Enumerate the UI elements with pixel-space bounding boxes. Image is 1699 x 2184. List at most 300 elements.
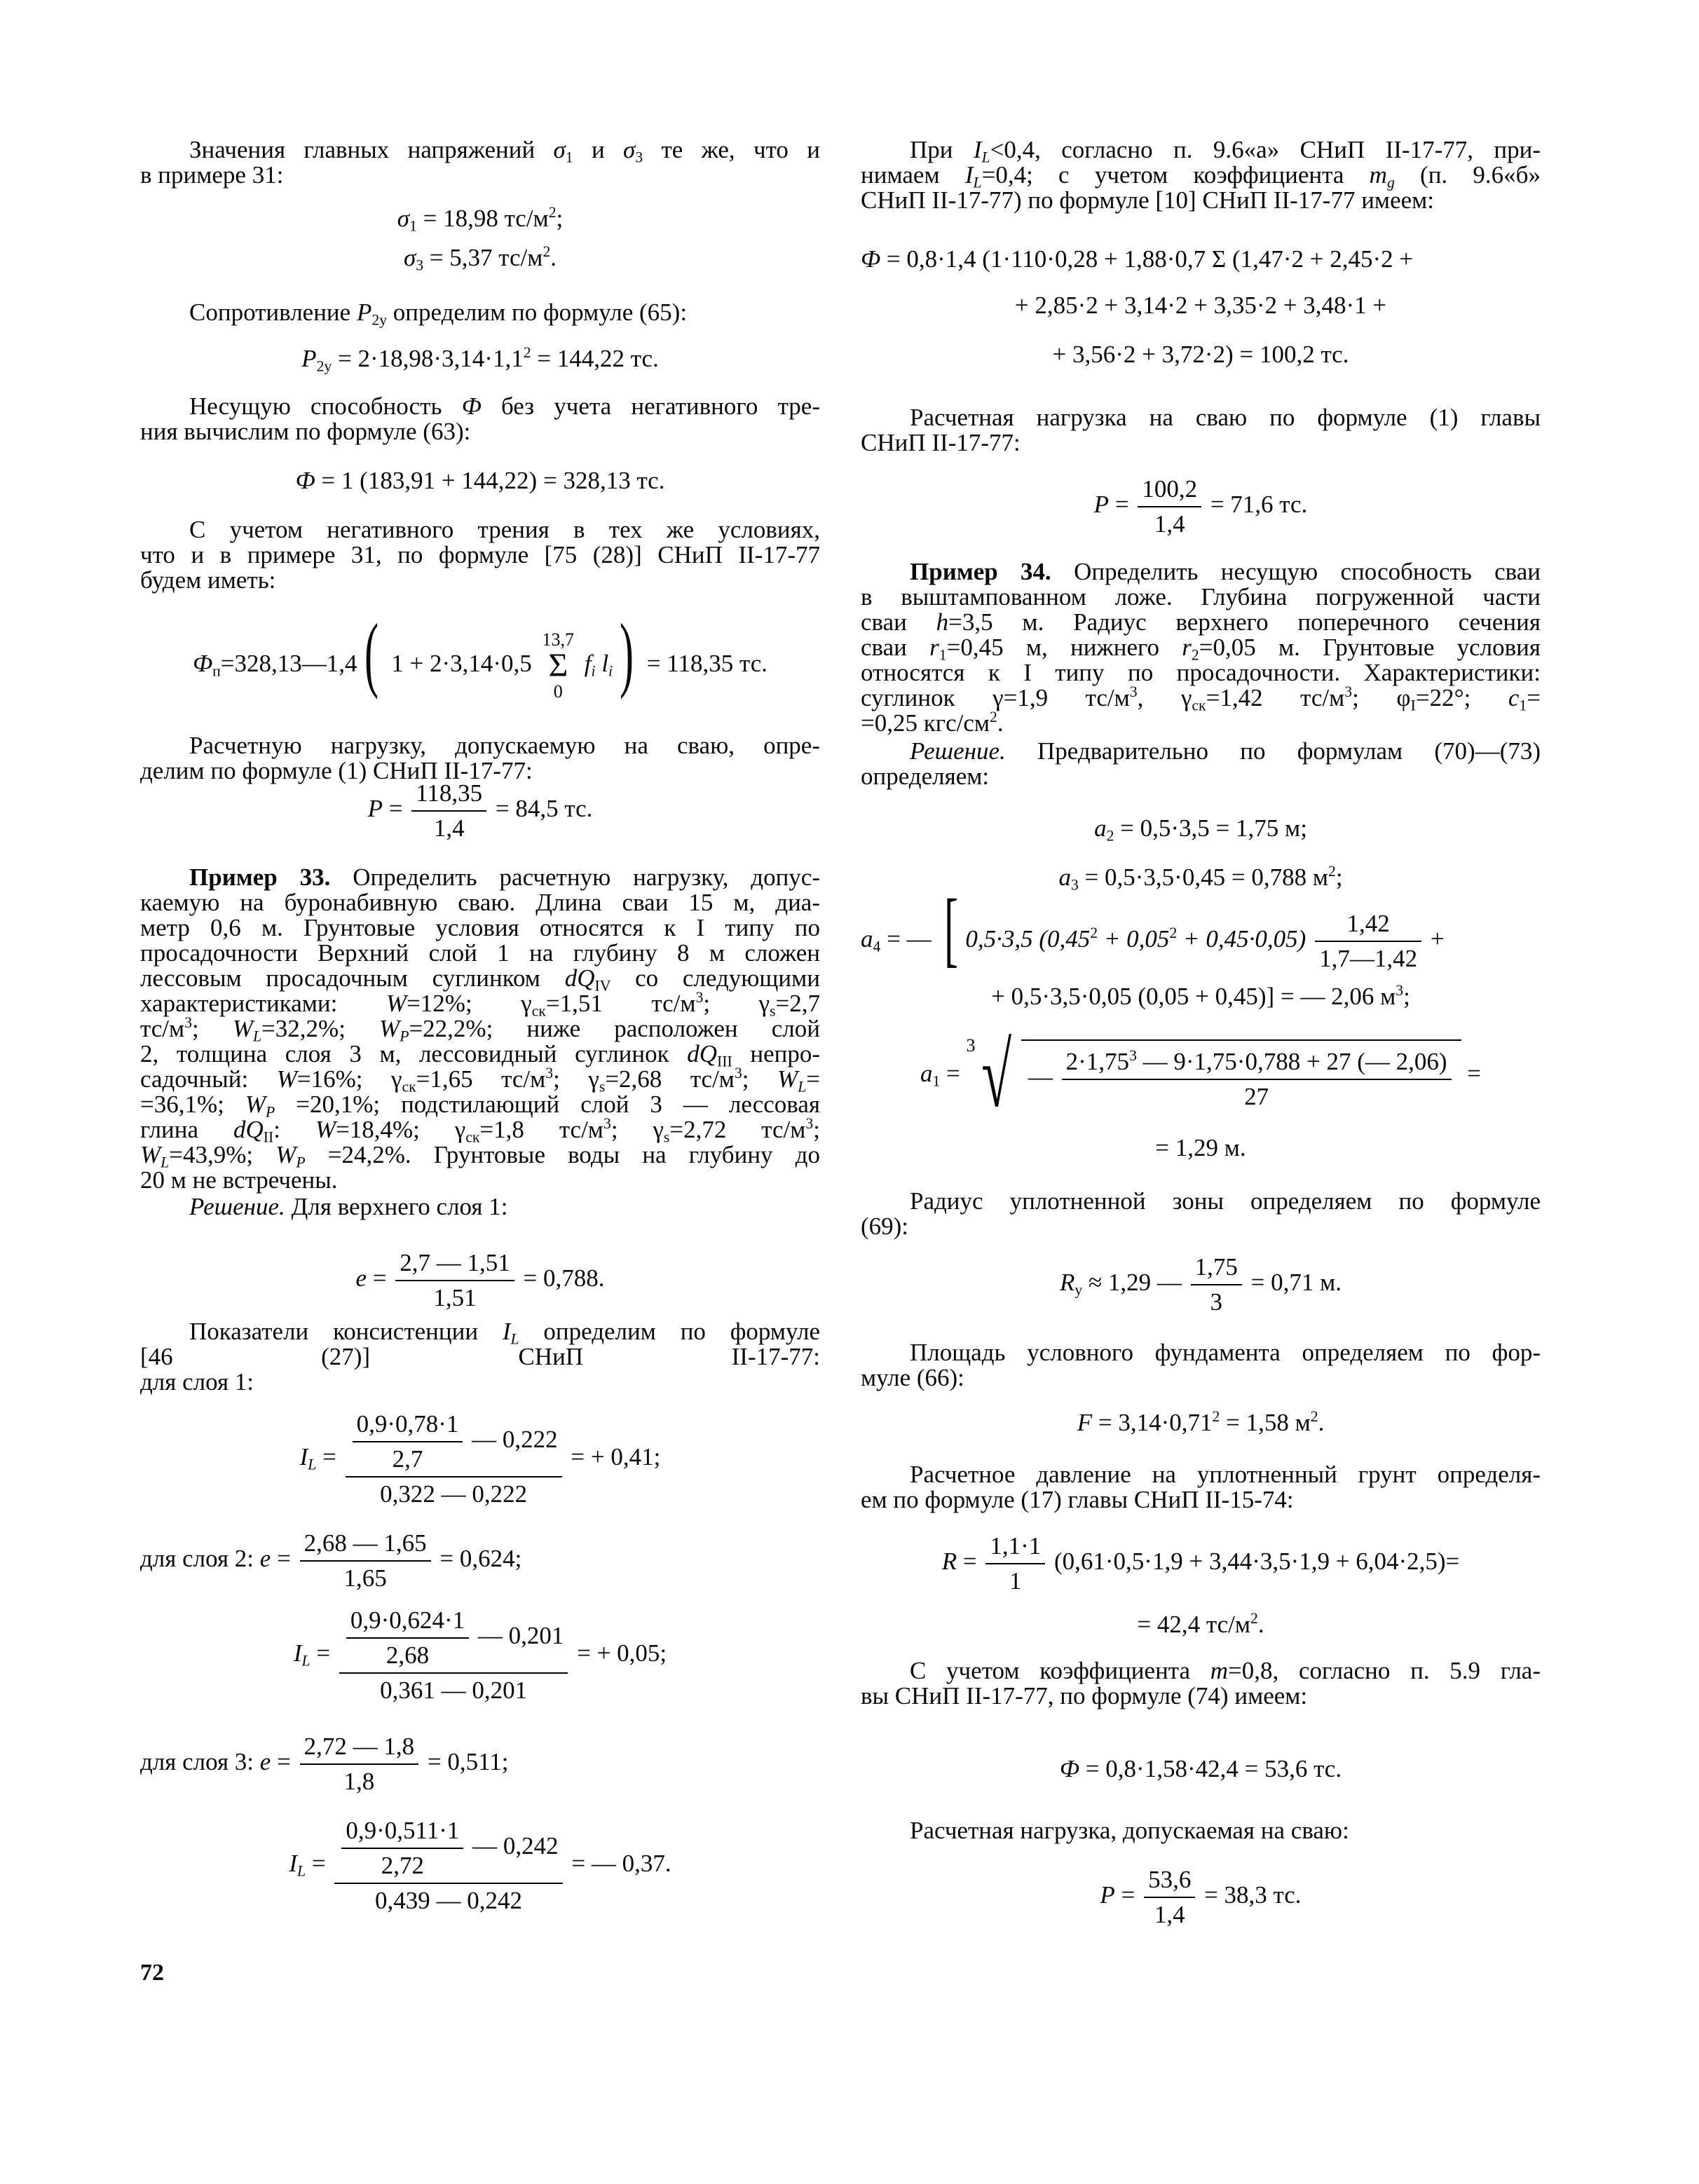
text-run: сваи bbox=[861, 608, 936, 636]
text-run: Сопротивление bbox=[189, 299, 357, 326]
text-run: сваи bbox=[861, 634, 930, 661]
text-run: Радиус уплотненной зоны определяем по формуле bbox=[910, 1187, 1541, 1215]
text-line bbox=[861, 634, 1541, 664]
text-run: тс/м bbox=[140, 1015, 185, 1042]
text-run: : bbox=[273, 1116, 315, 1143]
fraction bbox=[339, 1605, 568, 1706]
italic-text: Решение. bbox=[189, 1193, 285, 1220]
text-run: = 5,37 тс/м bbox=[423, 244, 543, 271]
formula-a1 bbox=[861, 1025, 1541, 1138]
subscript: i bbox=[608, 662, 613, 680]
text-run: = bbox=[271, 1545, 297, 1573]
text-run: — 0,201 bbox=[472, 1622, 564, 1650]
subscript: 1 bbox=[1519, 697, 1527, 714]
denominator bbox=[300, 1765, 419, 1797]
text-run: ≈ 1,29 — bbox=[1082, 1269, 1188, 1297]
text-run: 1,7—1,42 bbox=[1319, 945, 1418, 972]
formula-e-layer3 bbox=[140, 1731, 820, 1814]
text-line bbox=[861, 764, 1541, 789]
text-run: 0,322 — 0,222 bbox=[380, 1480, 528, 1508]
paragraph-pressure bbox=[861, 1462, 1541, 1513]
formula-sigma3 bbox=[140, 243, 820, 290]
text-run: Определить расчетную нагрузку, допус- bbox=[330, 864, 820, 891]
subscript: ск bbox=[465, 1128, 480, 1146]
formula-line bbox=[140, 1605, 820, 1706]
numerator bbox=[334, 1815, 562, 1884]
formula-r-result bbox=[861, 1609, 1541, 1657]
italic-text: W bbox=[315, 1116, 336, 1143]
text-run: 1,65 bbox=[343, 1564, 387, 1592]
text-run: характеристиками: bbox=[140, 990, 386, 1017]
subscript: i bbox=[591, 662, 596, 680]
text-run: 118,35 bbox=[416, 779, 483, 807]
superscript: 2 bbox=[543, 243, 551, 260]
numerator bbox=[346, 1605, 469, 1639]
paragraph-area bbox=[861, 1340, 1541, 1391]
subscript: L bbox=[798, 1078, 807, 1096]
bold-text: Пример 34. bbox=[910, 558, 1051, 585]
italic-text: I bbox=[293, 1639, 302, 1667]
text-run: ; bbox=[742, 1065, 778, 1093]
denominator bbox=[300, 1562, 431, 1594]
text-run: будем иметь: bbox=[140, 566, 276, 594]
formula-line bbox=[861, 1609, 1541, 1640]
text-run: 0,439 — 0,242 bbox=[374, 1887, 522, 1914]
text-run: = 0,71 м. bbox=[1244, 1269, 1342, 1297]
text-run: = bbox=[1109, 491, 1135, 519]
text-run: ; γ bbox=[703, 990, 770, 1017]
formula-phi-line1 bbox=[861, 244, 1541, 292]
fraction bbox=[341, 1815, 463, 1881]
text-line bbox=[140, 1064, 821, 1096]
italic-text: dQ bbox=[233, 1116, 264, 1143]
text-line bbox=[861, 1214, 1541, 1239]
text-run: =0,05 м. Грунтовые условия bbox=[1199, 634, 1541, 661]
text-run: 1,4 bbox=[433, 814, 465, 842]
superscript: 2 bbox=[1328, 862, 1336, 880]
paragraph-example-34 bbox=[861, 559, 1541, 736]
formula-a4 bbox=[861, 882, 1541, 991]
text-line bbox=[140, 890, 820, 915]
italic-text: r bbox=[929, 634, 939, 661]
text-run: С учетом негативного трения в тех же условиях, bbox=[189, 516, 820, 543]
text-line bbox=[140, 915, 820, 941]
fraction bbox=[1191, 1252, 1242, 1318]
numerator bbox=[300, 1731, 419, 1765]
sum-upper-limit: 13,7 bbox=[542, 629, 575, 650]
text-line bbox=[861, 610, 1541, 635]
text-run: = bbox=[940, 1060, 967, 1088]
text-run: (69): bbox=[861, 1213, 909, 1240]
text-run: метр 0,6 м. Грунтовые условия относятся к I типу по bbox=[140, 914, 820, 941]
formula-phi-line2 bbox=[861, 290, 1541, 338]
subscript: IV bbox=[594, 977, 611, 995]
text-run: = 144,22 тс. bbox=[531, 345, 659, 372]
italic-text: W bbox=[379, 1015, 400, 1042]
text-line bbox=[861, 188, 1541, 213]
text-run: 2, толщина слоя 3 м, лессовидный суглинок bbox=[140, 1040, 688, 1067]
text-run: =43,9%; bbox=[169, 1141, 276, 1168]
numerator bbox=[395, 1248, 514, 1281]
text-run: 27 bbox=[1244, 1083, 1269, 1110]
paragraph-principal-stresses bbox=[140, 137, 820, 188]
text-line bbox=[140, 1344, 820, 1370]
text-run: 2,68 — 1,65 bbox=[303, 1529, 427, 1557]
italic-text: Ф bbox=[861, 245, 881, 273]
italic-text: I bbox=[964, 161, 974, 189]
text-line bbox=[140, 136, 820, 166]
text-run: СНиП II-17-77: bbox=[861, 429, 1021, 456]
superscript: 3 bbox=[805, 1114, 814, 1132]
text-line bbox=[140, 1114, 820, 1146]
text-run: = 0,5·3,5·0,45 = 0,788 м bbox=[1078, 864, 1328, 891]
italic-text: P bbox=[1093, 491, 1110, 519]
text-run: = — 0,37. bbox=[565, 1850, 671, 1878]
fraction bbox=[1315, 908, 1421, 974]
text-run: =12%; γ bbox=[407, 990, 532, 1017]
superscript: 2 bbox=[990, 708, 997, 725]
text-run: = 0,511; bbox=[421, 1748, 509, 1776]
text-run: определим по формуле (65): bbox=[387, 299, 688, 326]
superscript: 2 bbox=[1090, 924, 1098, 942]
text-run: = 0,788. bbox=[517, 1264, 605, 1292]
text-run: =0,25 кгс/см bbox=[861, 709, 990, 737]
text-run: ; γ bbox=[553, 1065, 599, 1093]
text-line bbox=[861, 1365, 1541, 1391]
paragraph-bearing-capacity bbox=[140, 394, 820, 444]
text-run: =18,4%; γ bbox=[336, 1116, 466, 1143]
text-line bbox=[861, 430, 1541, 456]
text-line bbox=[140, 299, 820, 329]
formula-phi-n bbox=[140, 606, 820, 719]
italic-text: m bbox=[1369, 161, 1387, 189]
text-run: 1,75 bbox=[1194, 1253, 1238, 1281]
italic-text: P bbox=[356, 299, 372, 326]
formula-line bbox=[140, 343, 820, 374]
text-run: При bbox=[910, 136, 974, 163]
fraction bbox=[300, 1731, 419, 1797]
text-run: . bbox=[1257, 1611, 1264, 1638]
formula-line bbox=[861, 244, 1541, 275]
italic-text: dQ bbox=[564, 964, 595, 992]
text-run: для слоя 2: bbox=[140, 1545, 260, 1573]
numerator bbox=[1144, 1864, 1195, 1898]
formula-f bbox=[861, 1407, 1541, 1455]
text-run: для слоя 1: bbox=[140, 1368, 254, 1395]
subscript: 1 bbox=[565, 149, 573, 166]
text-run: = 42,4 тс/м bbox=[1137, 1611, 1251, 1638]
text-run: =0,45 м, нижнего bbox=[946, 634, 1182, 661]
text-run: =0,4; с учетом коэффициента bbox=[981, 161, 1370, 189]
fraction bbox=[411, 778, 486, 844]
text-run: 1,4 bbox=[1154, 1901, 1185, 1928]
subscript: P bbox=[266, 1103, 275, 1121]
summation-sign bbox=[543, 629, 575, 702]
text-run: = 84,5 тс. bbox=[489, 795, 593, 823]
text-run: =2,7 bbox=[775, 990, 820, 1017]
subscript: ск bbox=[531, 1002, 546, 1020]
italic-text: σ bbox=[397, 205, 409, 232]
text-run: муле (66): bbox=[861, 1364, 964, 1391]
italic-text: σ bbox=[623, 136, 636, 163]
text-line bbox=[861, 405, 1541, 430]
text-run: Расчетная нагрузка, допускаемая на сваю: bbox=[910, 1817, 1349, 1844]
text-run: ем по формуле (17) главы СНиП II-15-74: bbox=[861, 1486, 1294, 1513]
denominator bbox=[334, 1884, 562, 1916]
sigma-symbol: Σ bbox=[548, 647, 568, 684]
italic-text: W bbox=[232, 1015, 253, 1042]
text-line bbox=[140, 1318, 820, 1348]
subscript: L bbox=[510, 1330, 519, 1348]
text-run: =328,13—1,4 bbox=[220, 650, 357, 678]
text-run: 20 м не встречены. bbox=[140, 1166, 338, 1194]
formula-line bbox=[140, 465, 820, 496]
text-line bbox=[861, 1189, 1541, 1214]
text-run: . bbox=[1318, 1409, 1325, 1436]
text-run: 0,361 — 0,201 bbox=[380, 1677, 528, 1704]
text-run: С учетом коэффициента bbox=[910, 1657, 1210, 1684]
text-run: 100,2 bbox=[1142, 475, 1198, 503]
superscript: 3 bbox=[1129, 1046, 1137, 1064]
text-run: = 1,58 м bbox=[1220, 1409, 1311, 1436]
superscript: 2 bbox=[1310, 1407, 1318, 1425]
superscript: 2 bbox=[548, 203, 557, 221]
text-run: 2·1,75 bbox=[1065, 1048, 1130, 1075]
text-run: Определить несущую способность сваи bbox=[1051, 558, 1541, 585]
italic-text: W bbox=[275, 1141, 296, 1168]
formula-line bbox=[140, 1528, 820, 1594]
italic-text: + 0,05 bbox=[1098, 925, 1170, 953]
subscript: I bbox=[1410, 697, 1416, 714]
text-run: = 18,98 тс/м bbox=[416, 205, 549, 232]
text-run: = 118,35 тс. bbox=[641, 650, 767, 678]
fraction bbox=[1144, 1864, 1195, 1930]
italic-text: R bbox=[941, 1548, 957, 1576]
radicand bbox=[1021, 1039, 1461, 1112]
text-run: 2,72 — 1,8 bbox=[303, 1733, 415, 1760]
paragraph-design-load bbox=[140, 733, 820, 784]
denominator bbox=[346, 1639, 469, 1671]
italic-text: Ф bbox=[295, 467, 315, 494]
italic-text: a bbox=[920, 1060, 933, 1088]
superscript: 3 bbox=[1129, 683, 1138, 700]
formula-line bbox=[861, 474, 1541, 540]
formula-phi bbox=[140, 465, 820, 513]
formula-a4-continued bbox=[861, 981, 1541, 1029]
subscript: 1 bbox=[932, 1072, 941, 1090]
radical-sign: √ bbox=[981, 1025, 1011, 1126]
text-run: =1,65 тс/м bbox=[416, 1065, 546, 1093]
text-run: =2,72 тс/м bbox=[669, 1116, 806, 1143]
text-run: + 2,85·2 + 3,14·2 + 3,35·2 + 3,48·1 + bbox=[1014, 292, 1387, 319]
numerator bbox=[985, 1531, 1045, 1564]
formula-line bbox=[861, 1025, 1541, 1126]
italic-text: h bbox=[936, 608, 949, 636]
text-run: + 0,5·3,5·0,05 (0,05 + 0,45)] = — 2,06 м bbox=[991, 983, 1396, 1010]
text-run: = bbox=[306, 1850, 332, 1878]
text-run: определяем: bbox=[861, 763, 990, 790]
text-line bbox=[140, 1040, 820, 1070]
text-run: 0,9·0,624·1 bbox=[350, 1606, 465, 1634]
italic-text: σ bbox=[553, 136, 566, 163]
text-run: ; bbox=[1403, 983, 1410, 1010]
denominator bbox=[353, 1442, 463, 1475]
italic-text: Решение. bbox=[910, 737, 1006, 765]
text-line bbox=[861, 1684, 1541, 1709]
formula-r bbox=[861, 1531, 1541, 1613]
text-run bbox=[578, 650, 585, 677]
formula-p2y bbox=[140, 343, 820, 391]
text-run: Расчетное давление на уплотненный грунт определя- bbox=[910, 1461, 1541, 1488]
italic-text: F bbox=[1077, 1409, 1093, 1436]
italic-text: a bbox=[861, 925, 873, 953]
fraction bbox=[1062, 1046, 1452, 1112]
subscript: 3 bbox=[416, 257, 424, 274]
formula-line bbox=[140, 1248, 820, 1313]
text-run: те же, что и bbox=[643, 136, 820, 163]
superscript: 2 bbox=[1169, 924, 1178, 942]
text-run: ; γ bbox=[610, 1116, 664, 1143]
text-run: =32,2%; bbox=[261, 1015, 380, 1042]
italic-text: I bbox=[299, 1443, 308, 1471]
text-run: 1,42 bbox=[1346, 910, 1390, 937]
numerator bbox=[411, 778, 486, 812]
formula-il-layer2 bbox=[140, 1605, 820, 1723]
italic-text: P bbox=[1100, 1881, 1115, 1909]
superscript: 3 bbox=[695, 988, 704, 1006]
text-line bbox=[140, 163, 820, 188]
text-run: = bbox=[1114, 1881, 1142, 1909]
text-run: вы СНиП II-17-77, по формуле (74) имеем: bbox=[861, 1682, 1308, 1709]
text-run: 2,72 bbox=[381, 1852, 424, 1879]
text-run: = 3,14·0,71 bbox=[1092, 1409, 1213, 1436]
text-run: СНиП II-17-77) по формуле [10] СНиП II-17-77 имеем: bbox=[861, 186, 1435, 214]
text-line bbox=[140, 733, 820, 758]
root-index: 3 bbox=[966, 1035, 976, 1056]
text-run: ; bbox=[1335, 864, 1343, 891]
italic-text: c bbox=[1508, 684, 1520, 711]
italic-text: P bbox=[301, 345, 317, 372]
text-run: Для верхнего слоя 1: bbox=[285, 1193, 508, 1220]
subscript: 1 bbox=[939, 646, 947, 664]
text-run: 1,4 bbox=[1154, 510, 1185, 538]
subscript: P bbox=[400, 1028, 409, 1045]
subscript: g bbox=[1386, 174, 1395, 191]
text-run: =1,51 тс/м bbox=[545, 990, 696, 1017]
formula-il-layer1 bbox=[140, 1409, 820, 1527]
denominator bbox=[1191, 1285, 1242, 1318]
paragraph-example-33 bbox=[140, 865, 820, 1193]
text-line bbox=[140, 1194, 820, 1220]
text-line bbox=[861, 1462, 1541, 1487]
numerator bbox=[1191, 1252, 1242, 1285]
superscript: 2 bbox=[1250, 1609, 1258, 1627]
italic-text: W bbox=[276, 1065, 297, 1093]
subscript: L bbox=[252, 1028, 262, 1045]
text-line bbox=[861, 1340, 1541, 1365]
fraction bbox=[395, 1248, 514, 1313]
text-run: — 0,242 bbox=[466, 1832, 559, 1860]
text-run: + 3,56·2 + 3,72·2) = 100,2 тс. bbox=[1052, 341, 1349, 368]
superscript: 3 bbox=[184, 1013, 192, 1031]
text-run bbox=[1306, 925, 1312, 953]
paragraph-radius bbox=[861, 1189, 1541, 1239]
subscript: 2 bbox=[1106, 827, 1114, 845]
italic-text: dQ bbox=[687, 1040, 718, 1067]
text-run: = 0,624; bbox=[433, 1545, 522, 1573]
text-run: = 1,29 м. bbox=[1155, 1134, 1246, 1161]
subscript: s bbox=[770, 1002, 776, 1020]
formula-line bbox=[861, 1133, 1541, 1163]
text-line bbox=[861, 559, 1541, 585]
formula-line bbox=[140, 1409, 820, 1510]
fraction bbox=[346, 1409, 562, 1510]
formula-line bbox=[861, 813, 1541, 844]
subscript: п bbox=[212, 662, 221, 680]
text-line bbox=[140, 1013, 820, 1045]
denominator bbox=[346, 1477, 562, 1510]
subscript: L bbox=[973, 174, 982, 191]
text-run: суглинок γ=1,9 тс/м bbox=[861, 684, 1130, 711]
formula-line bbox=[140, 203, 820, 234]
text-run: = bbox=[382, 795, 409, 823]
formula-line: $a_4$ = — [ 0,5·3,5 $(0,45^2 + 0,05^2 + 0,45\cdot 0,05)$ $\frac{1,42}{1,7—1,42}$ + bbox=[861, 882, 1445, 976]
subscript: 4 bbox=[873, 938, 881, 955]
formula-ry bbox=[861, 1252, 1541, 1335]
subscript: ск bbox=[1192, 697, 1206, 714]
text-run: = + 0,41; bbox=[564, 1443, 661, 1471]
text-run: , γ bbox=[1137, 684, 1192, 711]
text-run: = + 0,05; bbox=[571, 1639, 667, 1667]
text-line bbox=[861, 136, 1541, 166]
text-run: непро- bbox=[732, 1040, 820, 1067]
text-run: [46 (27)] СНиП II-17-77: bbox=[140, 1343, 820, 1370]
subscript: III bbox=[717, 1053, 732, 1070]
italic-text: l bbox=[601, 650, 609, 678]
text-run: <0,4, согласно п. 9.6«а» СНиП II-17-77, при- bbox=[990, 136, 1541, 163]
subscript: 2 bbox=[1191, 646, 1199, 664]
text-run: 2,68 bbox=[385, 1642, 430, 1669]
formula-line bbox=[861, 290, 1541, 321]
paragraph-solution-34 bbox=[861, 739, 1541, 789]
text-line bbox=[140, 941, 820, 966]
text-line bbox=[140, 542, 820, 568]
subscript: L bbox=[981, 149, 990, 166]
subscript: s bbox=[663, 1128, 670, 1146]
text-line bbox=[861, 1487, 1541, 1513]
text-line bbox=[140, 1370, 820, 1395]
italic-text: r bbox=[1182, 634, 1192, 661]
fraction bbox=[300, 1528, 431, 1594]
formula-line bbox=[861, 1407, 1541, 1438]
text-run: в выштампованном ложе. Глубина погруженной части bbox=[861, 583, 1541, 610]
formula-il-layer3 bbox=[140, 1815, 820, 1933]
text-run: Несущую способность bbox=[189, 393, 462, 420]
text-run: лессовым просадочным суглинком bbox=[140, 964, 565, 992]
paragraph-coefficient bbox=[861, 1658, 1541, 1709]
formula-line bbox=[861, 862, 1541, 893]
denominator bbox=[411, 812, 486, 844]
italic-text: σ bbox=[403, 244, 416, 271]
italic-text: I bbox=[289, 1850, 298, 1878]
denominator bbox=[339, 1674, 568, 1706]
superscript: 2 bbox=[1212, 1407, 1220, 1425]
text-run: ния вычислим по формуле (63): bbox=[140, 418, 471, 445]
numerator bbox=[346, 1409, 562, 1477]
text-run: Значения главных напряжений bbox=[189, 136, 554, 163]
denominator bbox=[985, 1564, 1045, 1597]
text-run: Показатели консистенции bbox=[189, 1318, 503, 1345]
